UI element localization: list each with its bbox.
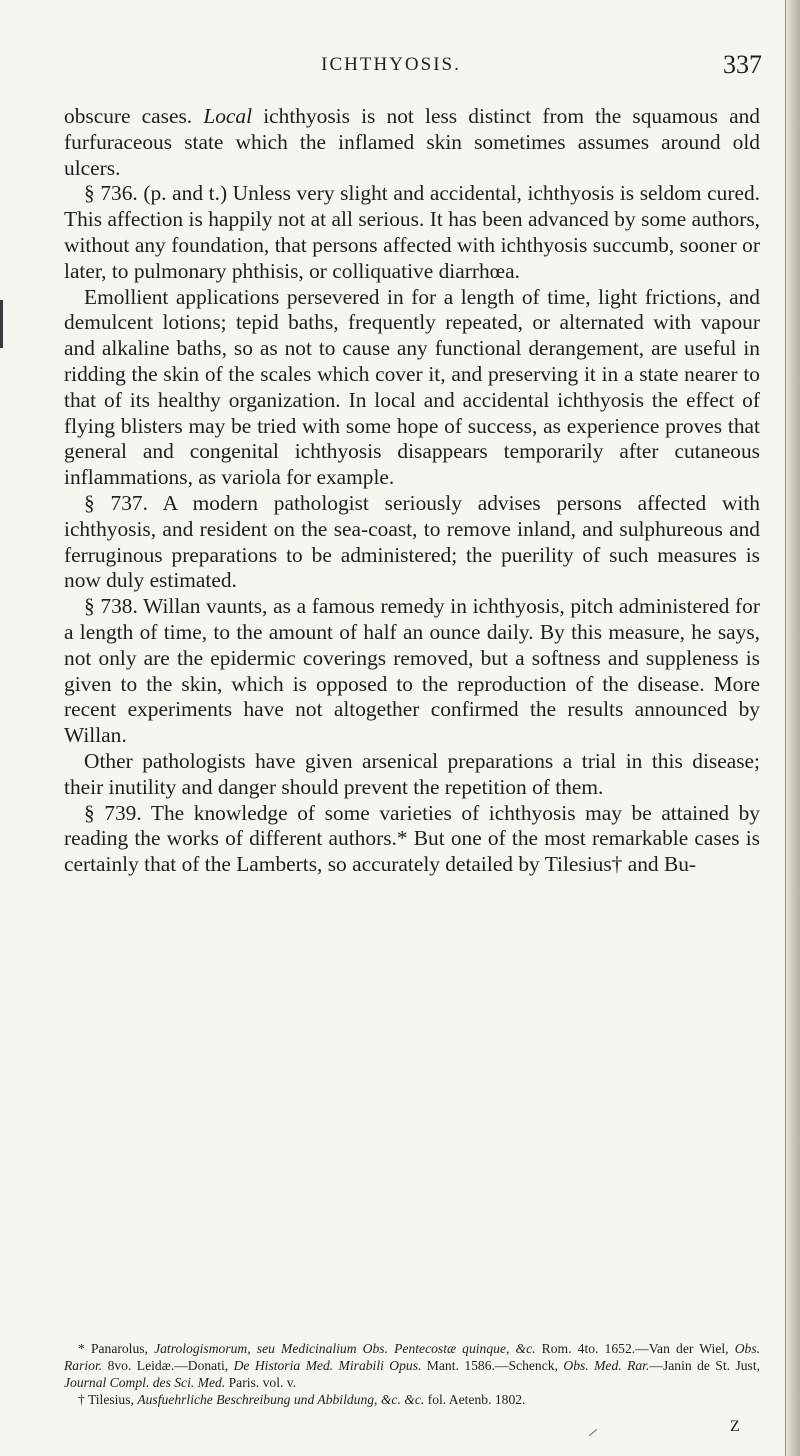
paragraph-5 — [64, 749, 760, 801]
footnote-0-part-4: 8vo. Leidæ.—Donati, — [102, 1358, 234, 1373]
paragraph-3 — [64, 491, 760, 594]
footnote-1-part-0: † Tilesius, — [78, 1392, 138, 1407]
footnote-0 — [64, 1340, 760, 1391]
stray-mark — [589, 1429, 597, 1436]
paragraph-1 — [64, 181, 760, 284]
footnote-1-part-1: Ausfuehrliche Beschreibung und Abbildung, &c. &c. — [137, 1392, 425, 1407]
paragraph-0-part-1: Local — [203, 104, 253, 128]
footnote-0-part-10: Paris. vol. v. — [225, 1375, 297, 1390]
footnote-0-part-9: Journal Compl. des Sci. Med. — [64, 1375, 226, 1390]
running-title: ICHTHYOSIS. — [321, 54, 461, 75]
body-text — [64, 104, 760, 878]
page-edge — [786, 0, 800, 1456]
margin-mark — [0, 300, 3, 348]
paragraph-0 — [64, 104, 760, 181]
paragraph-6 — [64, 801, 760, 878]
paragraph-2 — [64, 285, 760, 491]
paragraph-1-part-0: § 736. (p. and t.) Unless very slight and accidental, ichthyosis is seldom cured. This affection is happily not at all serious. It has been advanced by some authors, without any foundation, that persons affected with ichthyosis succumb, sooner or later, to pulmonary phthisis, or colliquative diarrhœa. — [64, 181, 760, 283]
footnote-0-part-2: Rom. 4to. 1652.—Van der Wiel, — [535, 1341, 735, 1356]
footnote-0-part-7: Obs. Med. Rar. — [563, 1358, 650, 1373]
paragraph-5-part-0: Other pathologists have given arsenical preparations a trial in this disease; their inutility and danger should prevent the repetition of them. — [64, 748, 760, 799]
page-number: 337 — [723, 50, 762, 79]
paragraph-0-part-2: ichthyosis is not less distinct from the squamous and furfuraceous state which the inflamed skin sometimes assumes around old ulcers. — [64, 104, 760, 180]
footnote-0-part-5: De Historia Med. Mirabili Opus. — [233, 1358, 422, 1373]
footnote-1 — [64, 1391, 760, 1408]
paragraph-2-part-0: Emollient applications persevered in for a length of time, light frictions, and demulcent lotions; tepid baths, frequently repeated, or alternated with vapour and alkaline baths, so as not to cause any functional derangement, are useful in ridding the skin of the scales which cover it, and preserving it in a state nearer to that of its healthy organization. In local and accidental ichthyosis the effect of flying blisters may be tried with some hope of success, as experience proves that general and congenital ichthyosis disappears temporarily after cutaneous inflammations, as variola for example. — [64, 284, 760, 490]
footnote-0-part-1: Jatrologismorum, seu Medicinalium Obs. Pentecostæ quinque, &c. — [154, 1341, 536, 1356]
paragraph-4 — [64, 594, 760, 749]
paragraph-0-part-0: obscure cases. — [64, 104, 204, 128]
footnote-1-part-2: fol. Aetenb. 1802. — [424, 1392, 526, 1407]
footnote-0-part-3: Obs. Rarior. — [64, 1341, 761, 1373]
page-header — [20, 50, 762, 80]
paragraph-3-part-0: § 737. A modern pathologist seriously advises persons affected with ichthyosis, and resident on the sea-coast, to remove inland, and sulphureous and ferruginous preparations to be administered; the puerility of such measures is now duly estimated. — [64, 490, 760, 593]
paragraph-4-part-0: § 738. Willan vaunts, as a famous remedy in ichthyosis, pitch administered for a length of time, to the amount of half an ounce daily. By this measure, he says, not only are the epidermic coverings removed, but a softness and suppleness is given to the skin, which is opposed to the reproduction of the disease. More recent experiments have not altogether confirmed the results announced by Willan. — [64, 594, 760, 748]
paragraph-6-part-0: § 739. The knowledge of some varieties of ichthyosis may be attained by reading the works of different authors.* But one of the most remarkable cases is certainly that of the Lamberts, so accurately detailed by Tilesius† and Bu- — [64, 800, 760, 877]
signature-mark: Z — [730, 1418, 740, 1435]
footnotes — [64, 1340, 760, 1408]
footnote-0-part-0: * Panarolus, — [78, 1341, 155, 1356]
footnote-0-part-6: Mant. 1586.—Schenck, — [421, 1358, 564, 1373]
footnote-0-part-8: —Janin de St. Just, — [649, 1358, 761, 1373]
